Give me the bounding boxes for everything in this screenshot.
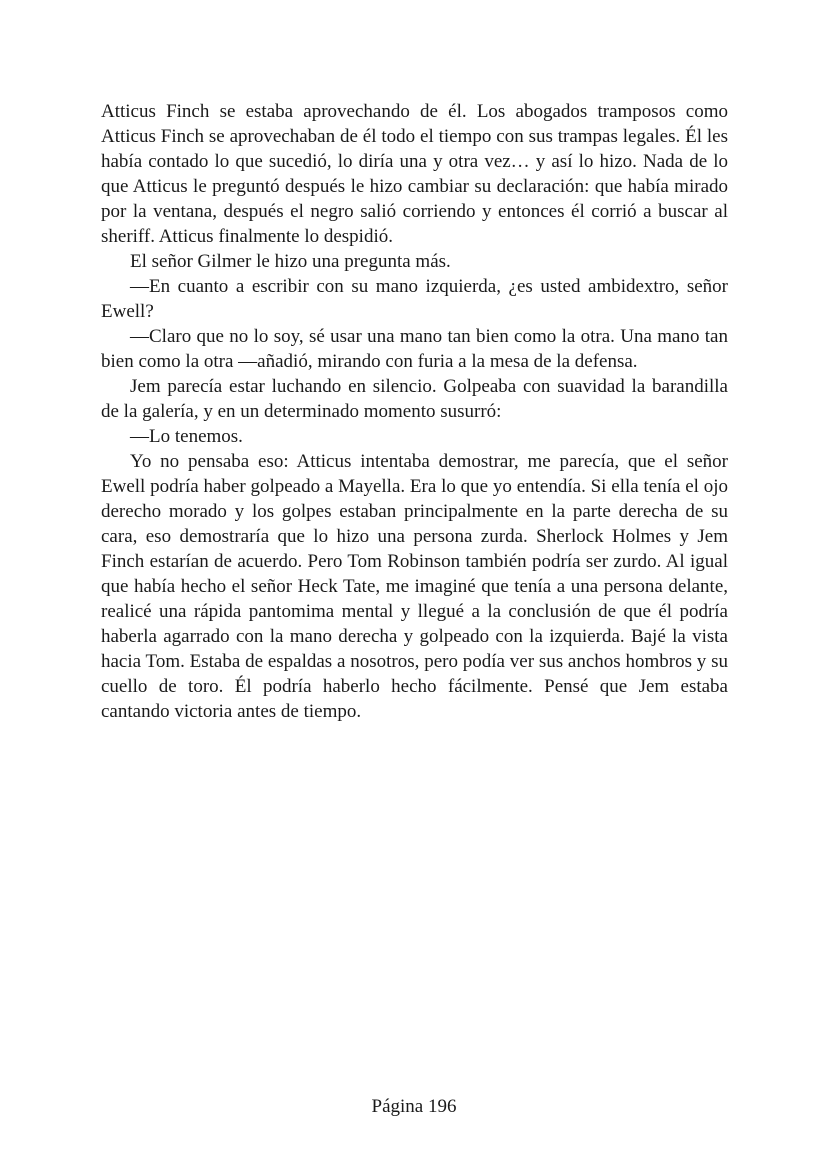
paragraph: Yo no pensaba eso: Atticus intentaba demostrar, me parecía, que el señor Ewell podría haber golpeado a Mayella. Era lo que yo entendía. Si ella tenía el ojo derecho morado y los golpes estaban principalmente en la parte derecha de su cara, eso demostraría que lo hizo una persona zurda. Sherlock Holmes y Jem Finch estarían de acuerdo. Pero Tom Robinson también podría ser zurdo. Al igual que había hecho el señor Heck Tate, me imaginé que tenía a una persona delante, realicé una rápida pantomima mental y llegué a la conclusión de que él podría haberla agarrado con la mano derecha y golpeado con la izquierda. Bajé la vista hacia Tom. Estaba de espaldas a nosotros, pero podía ver sus anchos hombros y su cuello de toro. Él podría haberlo hecho fácilmente. Pensé que Jem estaba cantando victoria antes de tiempo. bbox=[101, 451, 728, 722]
body-text bbox=[101, 99, 728, 724]
page-number: Página 196 bbox=[371, 1096, 457, 1117]
paragraph: Jem parecía estar luchando en silencio. Golpeaba con suavidad la barandilla de la galería, y en un determinado momento susurró: bbox=[101, 376, 728, 422]
paragraph: El señor Gilmer le hizo una pregunta más. bbox=[130, 251, 451, 272]
paragraph: —Claro que no lo soy, sé usar una mano tan bien como la otra. Una mano tan bien como la otra —añadió, mirando con furia a la mesa de la defensa. bbox=[101, 326, 728, 372]
paragraph: Atticus Finch se estaba aprovechando de él. Los abogados tramposos como Atticus Finch se aprovechaban de él todo el tiempo con sus trampas legales. Él les había contado lo que sucedió, lo diría una y otra vez… y así lo hizo. Nada de lo que Atticus le preguntó después le hizo cambiar su declaración: que había mirado por la ventana, después el negro salió corriendo y entonces él corrió a buscar al sheriff. Atticus finalmente lo despidió. bbox=[101, 101, 728, 247]
paragraph: —En cuanto a escribir con su mano izquierda, ¿es usted ambidextro, señor Ewell? bbox=[101, 276, 728, 322]
paragraph: —Lo tenemos. bbox=[130, 426, 243, 447]
